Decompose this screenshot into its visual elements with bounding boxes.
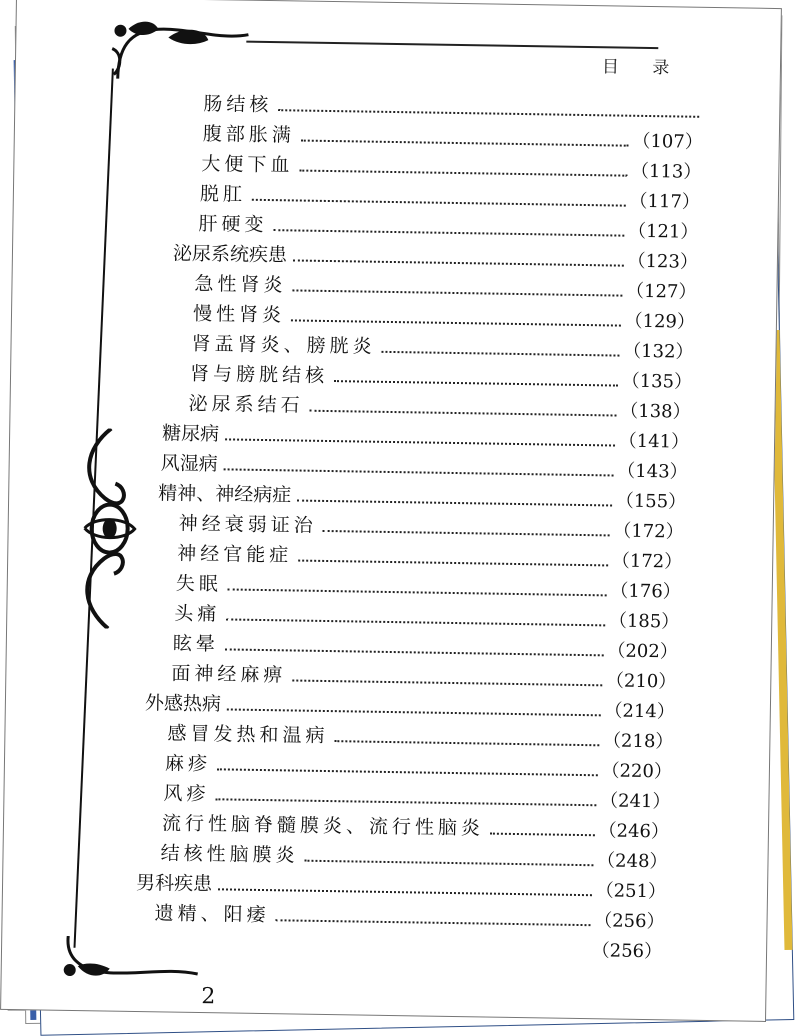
entry-page: （143） [617,460,688,483]
leader-dots [301,140,629,147]
section-title: 糖尿病 [161,422,220,446]
page-title: 目 录 [601,57,684,79]
entry-title: 流行性脑脊髓膜炎、流行性脑炎 [161,812,485,840]
entry-title: 神经衰弱证治 [178,512,317,537]
entry-title: 肾与膀胱结核 [189,362,329,387]
entry-title: 感冒发热和温病 [167,722,329,748]
entry-title: 麻疹 [164,752,212,776]
section-title: 风湿病 [160,452,218,476]
entry-page: （248） [596,850,668,873]
entry-page: （202） [607,640,678,663]
leader-dots [252,199,626,207]
entry-page: （121） [627,220,699,243]
leader-dots [297,500,612,507]
entry-page: （113） [630,160,702,183]
flourish-ornament-icon [73,428,146,629]
leader-dots [304,860,593,867]
entry-title: 急性肾炎 [194,272,287,297]
leader-dots [227,708,601,716]
toc-entry[interactable] [154,897,664,933]
leader-dots [291,319,621,326]
leader-dots [218,888,592,896]
entry-page: （135） [621,370,693,393]
entry-page: （220） [601,760,673,783]
leader-dots [217,768,598,776]
leader-dots [334,380,618,386]
entry-page: （176） [610,580,681,603]
entry-title: 结核性脑膜炎 [160,842,299,867]
leader-dots [310,410,617,417]
entry-title: 脱肛 [199,182,247,206]
leader-dots [298,560,608,567]
entry-title: 风疹 [163,782,210,806]
entry-title: 慢性肾炎 [192,302,286,327]
entry-page: （210） [605,670,677,693]
entry-title: 面神经麻痹 [171,662,287,687]
leader-dots [278,109,699,118]
entry-page: （155） [615,490,687,513]
entry-title: 失眠 [175,572,222,596]
leader-dots [225,648,604,656]
header-rule [246,41,658,49]
entry-title: 肾盂肾炎、膀胱炎 [191,332,376,358]
entry-title: 神经官能症 [177,542,293,567]
entry-page: （256） [594,910,665,933]
corner-ornament-icon [108,19,259,91]
entry-page: （185） [608,610,680,633]
entry-title: 腹部胀满 [202,123,296,147]
entry-page: （246） [598,820,670,843]
leader-dots [292,679,602,686]
entry-page: （172） [613,520,684,543]
entry-page: （241） [599,790,671,813]
leader-dots [226,618,605,626]
entry-page: （129） [624,310,696,333]
leader-dots [490,833,595,837]
entry-page: （218） [602,730,674,753]
leader-dots [273,229,624,237]
entry-title: 遗精、阳痿 [154,902,270,927]
leader-dots [292,289,622,296]
corner-ornament-bottom-icon [57,936,208,988]
section-title: 男科疾患 [135,872,213,896]
entry-page: （127） [625,280,697,303]
entry-page: （107） [632,130,703,153]
section-title: 泌尿系统疾患 [172,242,288,267]
leader-dots [228,588,607,596]
leader-dots [293,259,624,266]
entry-page: （138） [620,400,691,423]
entry-page: （117） [629,190,701,213]
entry-page: （172） [611,550,683,573]
leader-dots [276,919,591,926]
entry-page: （132） [622,340,694,363]
entry-title: 眩晕 [172,632,220,656]
trailing-page-number [562,934,662,964]
entry-title: 头痛 [174,602,221,626]
section-title: 外感热病 [144,692,222,716]
leader-dots [381,351,619,357]
entry-page: （141） [618,430,690,453]
entry-title: 肠结核 [203,93,273,117]
entry-title: 肝硬变 [198,212,268,237]
entry-page: （256） [591,940,663,963]
entry-title: 大便下血 [201,152,294,177]
leader-dots [334,740,599,746]
entry-page: （251） [595,880,667,903]
leader-dots [225,438,615,446]
section-title: 精神、神经病症 [158,482,292,507]
leader-dots [224,468,614,476]
leader-dots [323,530,610,537]
leader-dots [299,170,627,177]
footer-page-number: 2 [201,984,216,1010]
leader-dots [215,798,596,806]
entry-page: （123） [627,250,699,273]
entry-page: （214） [604,700,676,723]
entry-title: 泌尿系结石 [188,392,304,417]
